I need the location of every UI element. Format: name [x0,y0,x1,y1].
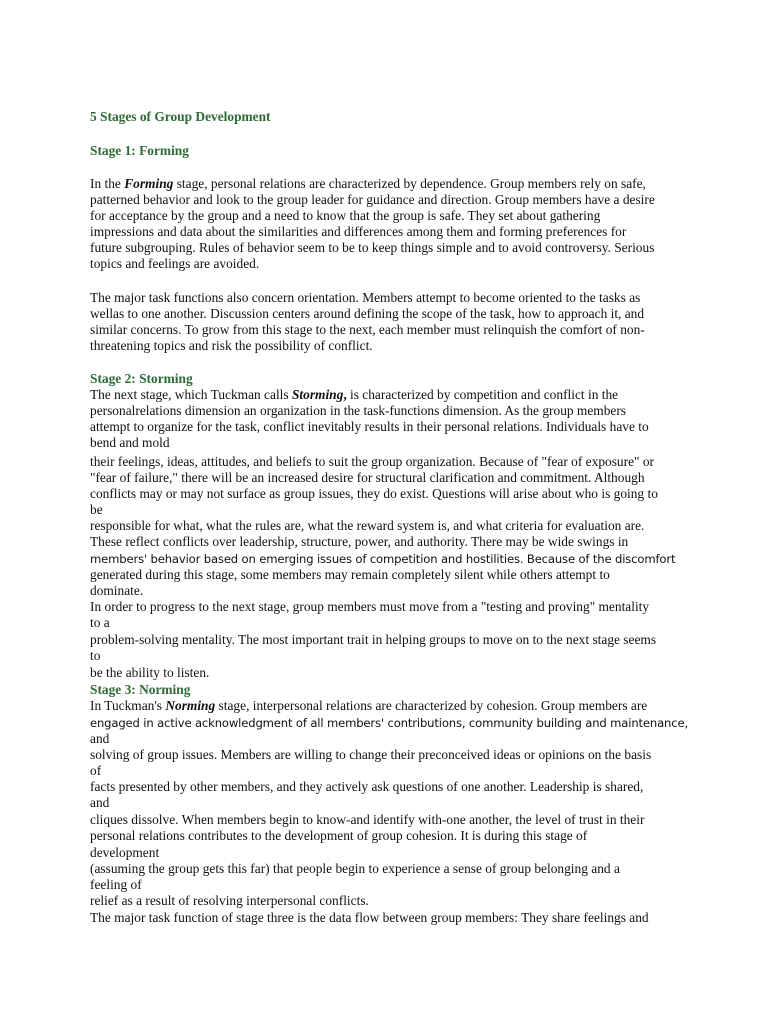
stage2-line: members' behavior based on emerging issues of competition and hostilities. Because of the discomfort [90,552,676,566]
stage1-p1-line: for acceptance by the group and a need to know that the group is safe. They set about gathering [90,208,601,223]
stage3-line: personal relations contributes to the development of group cohesion. It is during this stage of [90,828,588,843]
term-forming: Forming [124,176,174,191]
stage1-p2-line: similar concerns. To grow from this stage to the next, each member must relinquish the comfort of non- [90,322,645,337]
stage2-line: to a [90,615,110,630]
stage2-line: be [90,502,103,517]
stage2-line: These reflect conflicts over leadership, structure, power, and authority. There may be wide swings in [90,534,629,549]
stage3-line: In Tuckman's Norming stage, interpersonal relations are characterized by cohesion. Group members are [90,698,648,713]
stage2-line: bend and mold [90,435,170,450]
stage3-line: development [90,845,160,860]
heading-stage-2: Stage 2: Storming [90,371,193,386]
stage3-line: (assuming the group gets this far) that people begin to experience a sense of group belonging and a [90,861,620,876]
stage2-line: The next stage, which Tuckman calls Storming, is characterized by competition and conflict in the [90,387,619,402]
stage1-p2-line: threatening topics and risk the possibility of conflict. [90,338,373,353]
stage1-p1-line: patterned behavior and look to the group leader for guidance and direction. Group members have a desire [90,192,655,207]
stage2-line: In order to progress to the next stage, group members must move from a "testing and proving" mentality [90,599,650,614]
stage3-line: of [90,763,102,778]
stage2-line: their feelings, ideas, attitudes, and beliefs to suit the group organization. Because of "fear of exposure" or [90,454,654,469]
stage2-line: conflicts may or may not surface as group issues, they do exist. Questions will arise about who is going to [90,486,658,501]
stage3-line: cliques dissolve. When members begin to know-and identify with-one another, the level of trust in their [90,812,645,827]
stage3-line: feeling of [90,877,142,892]
term-norming: Norming [165,698,216,713]
document-title: 5 Stages of Group Development [90,109,271,124]
stage2-line: attempt to organize for the task, conflict inevitably results in their personal relations. Individuals have to [90,419,649,434]
stage2-line: to [90,648,101,663]
stage2-line: dominate. [90,583,144,598]
stage2-line: personalrelations dimension an organization in the task-functions dimension. As the group members [90,403,627,418]
stage1-p1-line: impressions and data about the similarities and differences among them and forming preferences for [90,224,627,239]
heading-stage-3: Stage 3: Norming [90,682,191,697]
stage3-line: solving of group issues. Members are willing to change their preconceived ideas or opinions on the basis [90,747,652,762]
stage3-line: The major task function of stage three is the data flow between group members: They share feelings and [90,910,649,925]
stage2-line: responsible for what, what the rules are, what the reward system is, and what criteria for evaluation are. [90,518,645,533]
stage1-p1-line: In the Forming stage, personal relations are characterized by dependence. Group members rely on safe, [90,176,646,191]
heading-stage-1: Stage 1: Forming [90,143,189,158]
stage3-line: relief as a result of resolving interpersonal conflicts. [90,893,369,908]
stage1-p2-line: The major task functions also concern orientation. Members attempt to become oriented to the tasks as [90,290,641,305]
stage3-line: engaged in active acknowledgment of all members' contributions, community building and maintenance, [90,716,688,730]
stage2-line: be the ability to listen. [90,665,210,680]
term-storming: Storming [291,387,344,402]
stage1-p2-line: wellas to one another. Discussion centers around defining the scope of the task, how to approach it, and [90,306,645,321]
stage3-line: and [90,731,110,746]
stage1-p1-line: future subgrouping. Rules of behavior seem to be to keep things simple and to avoid controversy. Serious [90,240,655,255]
stage1-p1-line: topics and feelings are avoided. [90,256,260,271]
stage3-line: facts presented by other members, and they actively ask questions of one another. Leadership is shared, [90,779,644,794]
stage2-line: generated during this stage, some members may remain completely silent while others attempt to [90,567,610,582]
stage2-line: "fear of failure," there will be an increased desire for structural clarification and commitment. Although [90,470,645,485]
stage2-line: problem-solving mentality. The most important trait in helping groups to move on to the next stage seems [90,632,657,647]
stage3-line: and [90,795,110,810]
